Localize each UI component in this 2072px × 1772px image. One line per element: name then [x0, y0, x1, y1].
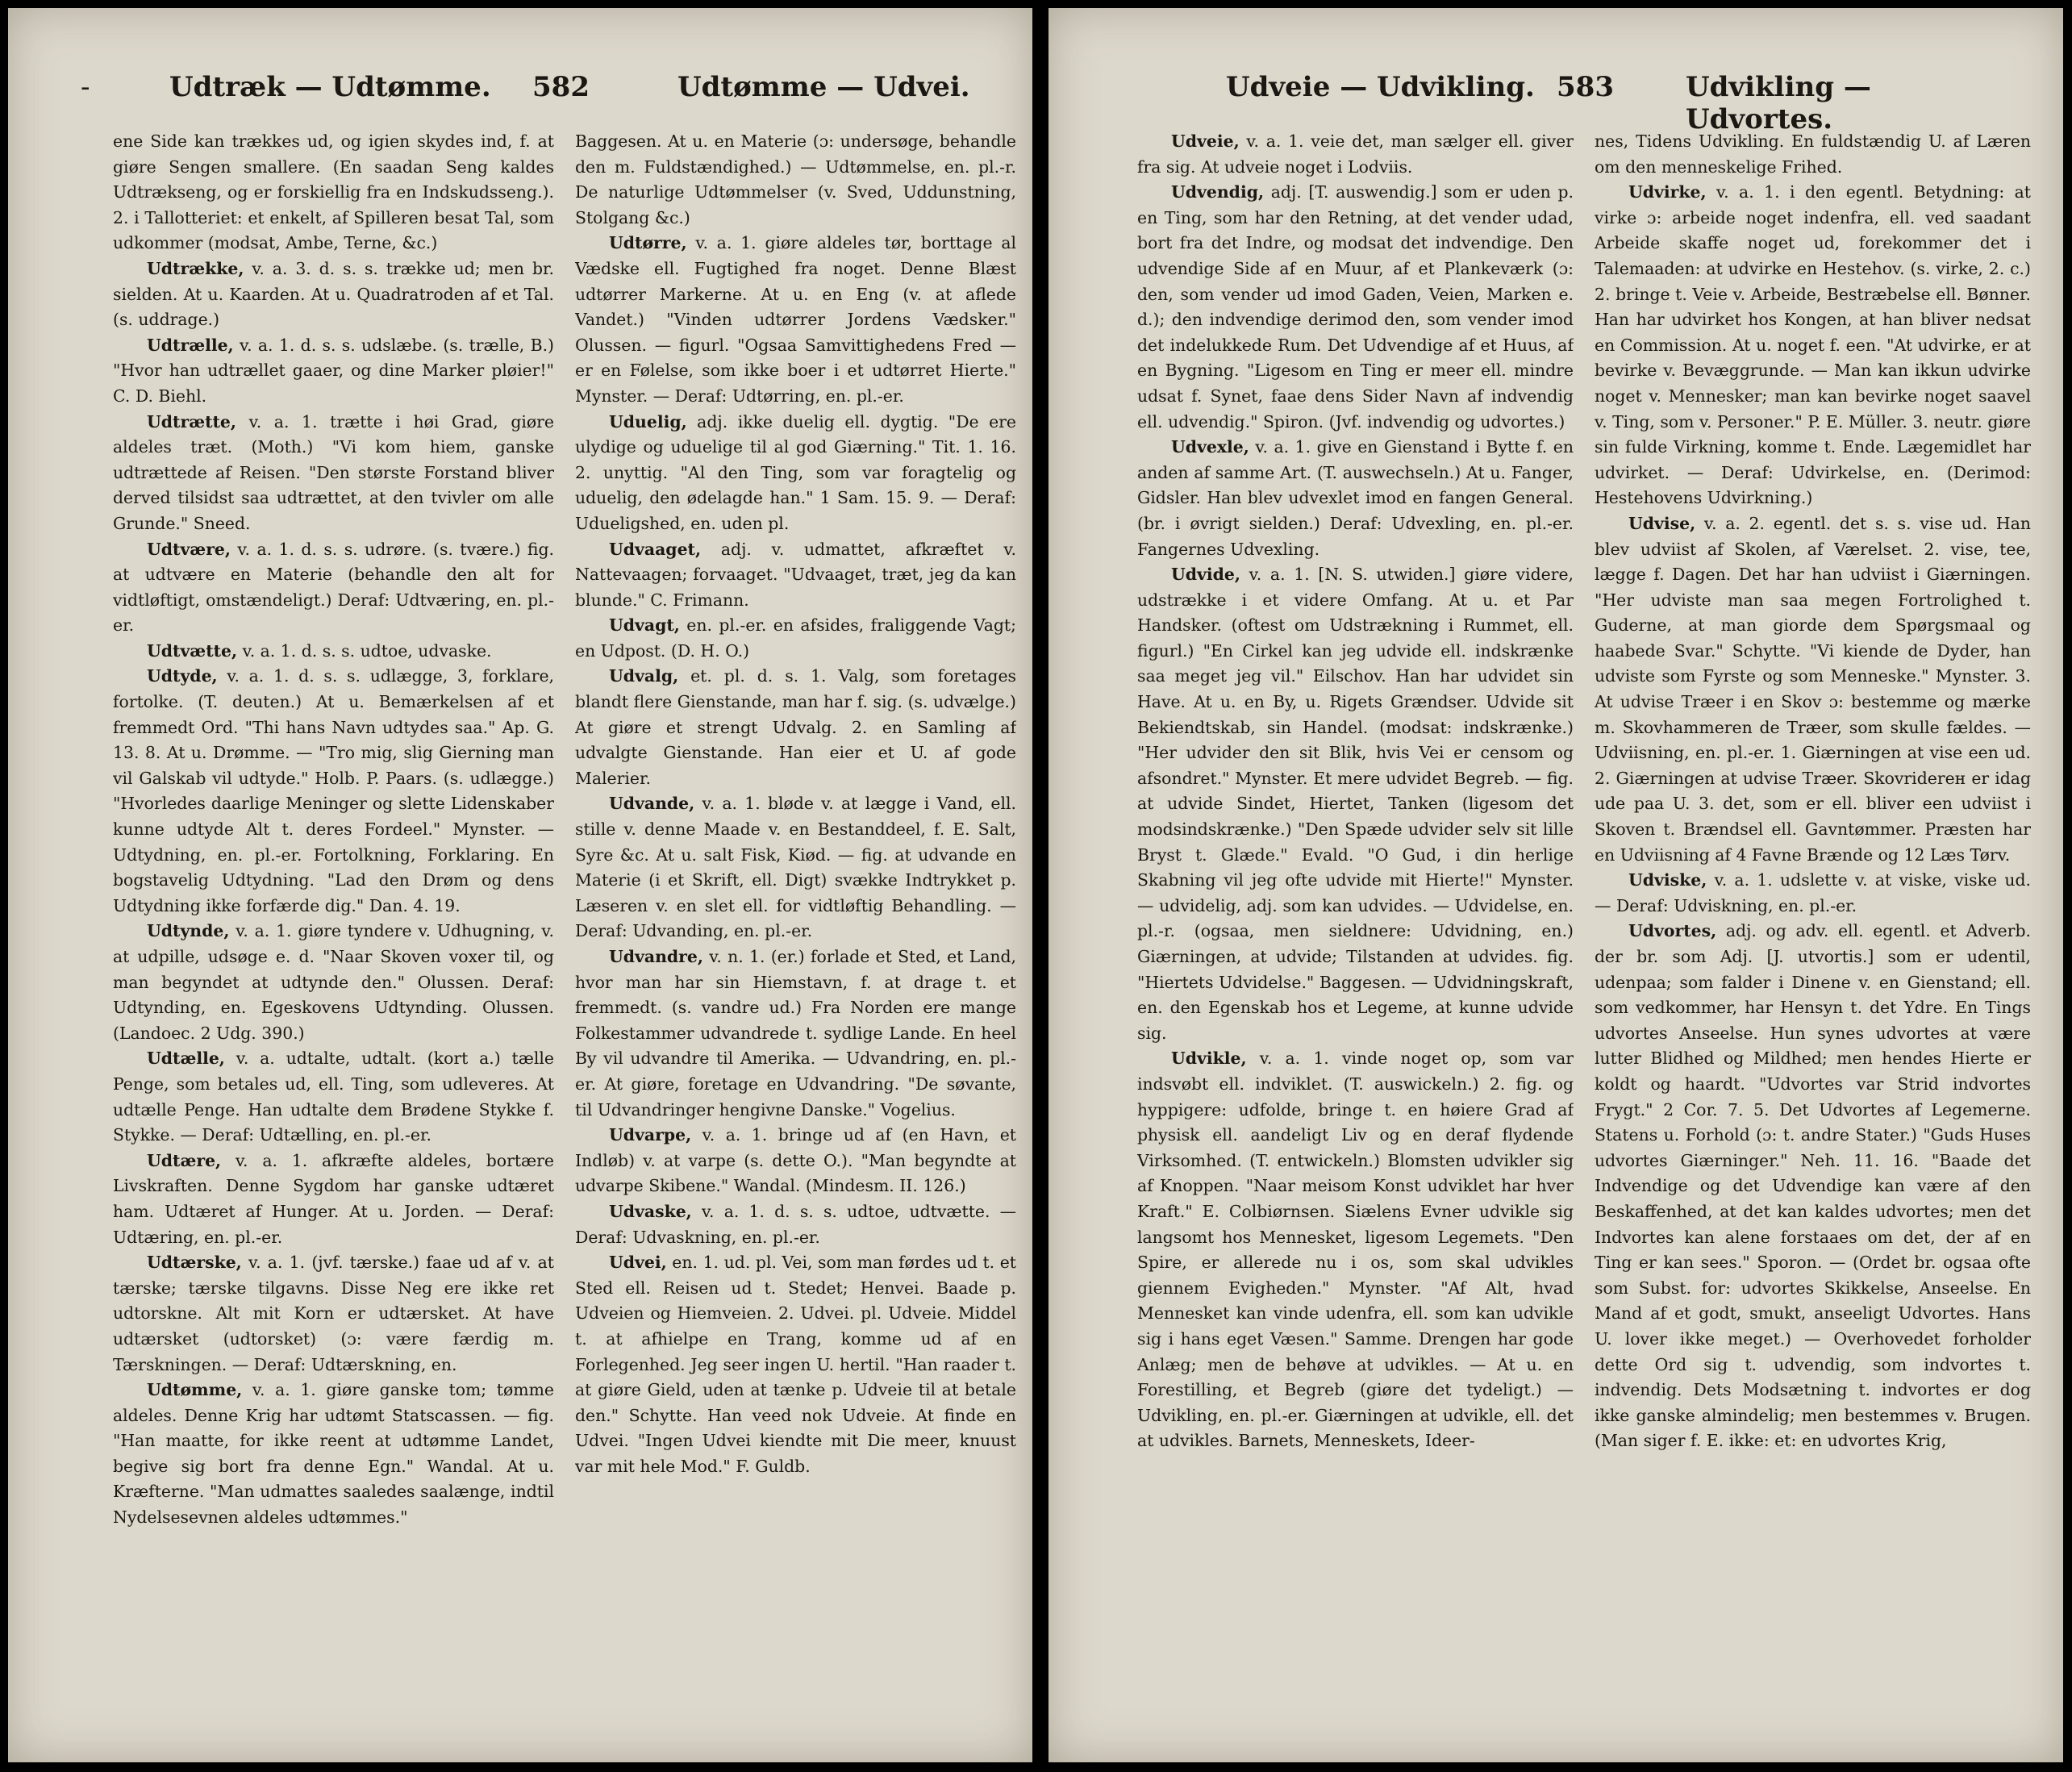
guide-word-left: Udtræk — Udtømme. [169, 71, 491, 103]
dictionary-entry [113, 410, 554, 537]
dictionary-entry [575, 1123, 1016, 1199]
dictionary-entry [1137, 1046, 1574, 1454]
entry-text: v. a. 1. vinde noget op, som var indsvøbt ell. indviklet. (T. auswickeln.) 2. fig. og hyppigere: udfolde, bringe t. en høiere Grad af physisk ell. aandeligt Liv og en deraf flydende Virksomhed. (T. entwickeln.) Blomsten udvikler sig af Knoppen. "Naar meisom Konst udviklet har hver Kraft." E. Colbiørnsen. Siælens Evner udvikle sig langsomt hos Mennesket, ligesom Legemets. "Den Spire, er allerede nu i os, som skal udvikles giennem Evigheden." Mynster. "Af Alt, hvad Mennesket kan vinde udenfra, ell. som kan udvikle sig i hans eget Væsen." Samme. Drengen har gode Anlæg; men de behøve at udvikles. — At u. en Forestilling, et Begreb (giøre det tydeligt.) — Udvikling, en. pl.-er. Giærningen at udvikle, ell. det at udvikles. Barnets, Menneskets, Ideer- [1137, 1049, 1574, 1451]
dictionary-entry [575, 664, 1016, 791]
entry-text: v. a. 2. egentl. det s. s. vise ud. Han blev udviist af Skolen, af Værelset. 2. vise, tee, lægge f. Dagen. Det har han udviist i Giærningen. "Her udviste man saa megen Fortrolighed t. Guderne, at man giorde dem Spørgsmaal og haabede Svar." Schytte. "Vi kiende de Dyder, han udviste som Fyrste og som Menneske." Mynster. 3. At udvise Træer i en Skov ɔ: bestemme og mærke m. Skovhammeren de Træer, som skulle fældes. — Udviisning, en. pl.-er. 1. Giærningen at vise een ud. 2. Giærningen at udvise Træer. Skovriderен er idag ude paa U. 3. det, som er ell. bliver een udviist i Skoven t. Brændsel ell. Gavntømmer. Præsten har en Udviisning af 4 Favne Brænde og 12 Læs Tørv. [1595, 513, 2031, 865]
page-number: 582 [532, 71, 590, 103]
entry-headword: Udvaaget, [609, 539, 702, 559]
entry-headword: Udvandre, [609, 947, 703, 966]
entry-text: v. a. 1. trætte i høi Grad, giøre aldeles træt. (Moth.) "Vi kom hiem, ganske udtrættede af Reisen. "Den største Forstand bliver derved tilsidst saa udtrættet, at den tvivler om alle Grunde." Sneed. [113, 411, 554, 533]
entry-headword: Udvexle, [1171, 437, 1249, 457]
entry-headword: Udtørre, [609, 233, 687, 253]
dictionary-entry [1595, 868, 2031, 919]
guide-word-right: Udtømme — Udvei. [677, 71, 970, 103]
entry-text: en. 1. ud. pl. Vei, som man førdes ud t. et Sted ell. Reisen ud t. Stedet; Henvei. Baade p. Udveien og Hiemveien. 2. Udvei. pl. Udveie. Middel t. at afhielpe en Trang, komme ud af en Forlegenhed. Jeg seer ingen U. hertil. "Han raader t. at giøre Gield, uden at tænke p. Udveie til at betale den." Schytte. Han veed nok Udveie. At finde en Udvei. "Ingen Udvei kiendte mit Die meer, knuust var mit hele Mod." F. Guldb. [575, 1253, 1016, 1476]
entry-text: v. a. 1. d. s. s. udlægge, 3, forklare, fortolke. (T. deuten.) At u. Bemærkelsen af et fremmedt Ord. "Thi hans Navn udtydes saa." Ap. G. 13. 8. At u. Drømme. — "Tro mig, slig Gierning man vil Galskab vil udtyde." Holb. P. Paars. (s. udlægge.) "Hvorledes daarlige Meninger og slette Lidenskaber kunne udtyde Alt t. deres Fordeel." Mynster. — Udtydning, en. pl.-er. Fortolkning, Forklaring. En bogstavelig Udtydning. "Lad den Drøm og dens Udtydning ikke forfærde dig." Dan. 4. 19. [113, 666, 554, 915]
entry-text: v. a. 1. d. s. s. udrøre. (s. tvære.) fig. at udtvære en Materie (behandle den alt for vidtløftigt, omstændeligt.) Deraf: Udtværing, en. pl.-er. [113, 539, 554, 636]
entry-text: v. a. 1. give en Gienstand i Bytte f. en anden af samme Art. (T. auswechseln.) At u. Fanger, Gidsler. Han blev udvexlet imod en fangen General. (br. i øvrigt sielden.) Deraf: Udvexling, en. pl.-er. Fangernes Udvexling. [1137, 437, 1574, 559]
entry-headword: Udtrælle, [147, 335, 234, 355]
entry-text: v. a. 1. giøre aldeles tør, borttage al Vædske ell. Fugtighed fra noget. Denne Blæst udtørrer Markerne. At u. en Eng (v. at aflede Vandet.) "Vinden udtørrer Jordens Vædsker." Olussen. — figurl. "Ogsaa Samvittighedens Fred — er en Følelse, som ikke boer i et udtørret Hierte." Mynster. — Deraf: Udtørring, en. pl.-er. [575, 233, 1016, 406]
text-columns [1137, 129, 2031, 1730]
entry-headword: Udtrætte, [147, 411, 236, 432]
running-header [65, 71, 1000, 119]
entry-text: v. a. 1. giøre ganske tom; tømme aldeles. Denne Krig har udtømt Statscassen. — fig. "Han maatte, for ikke reent at udtømme Landet, begive sig bort fra denne Egn." Wandal. At u. Kræfterne. "Man udmattes saaledes saalænge, indtil Nydelsesevnen aldeles udtømmes." [113, 1380, 554, 1528]
entry-text: adj. ikke duelig ell. dygtig. "De ere ulydige og uduelige til al god Giærning." Tit. 1. 16. 2. unyttig. "Al den Ting, som var foragtelig og uduelig, den ødelagde han." 1 Sam. 15. 9. — Deraf: Udueligshed, en. uden pl. [575, 411, 1016, 533]
dictionary-entry [1595, 180, 2031, 511]
entry-text: v. a. 1. i den egentl. Betydning: at virke ɔ: arbeide noget indenfra, ell. ved saadant Arbeide skaffe noget ud, forekommer det i Talemaaden: at udvirke en Hestehov. (s. virke, 2. c.) 2. bringe t. Veie v. Arbeide, Bestræbelse ell. Bønner. Han har udvirket hos Kongen, at han bliver nedsat en Commission. At u. noget f. een. "At udvirke, er at bevirke v. Bevæggrunde. — Man kan ikkun udvirke noget v. Mennesker; man kan bevirke noget saavel v. Ting, som v. Personer." P. E. Müller. 3. neutr. giøre sin fulde Virkning, komme t. Ende. Lægemidlet har udvirket. — Deraf: Udvirkelse, en. (Derimod: Hestehovens Udvirkning.) [1595, 182, 2031, 508]
column [113, 129, 554, 1730]
entry-text: v. a. 1. udslette v. at viske, viske ud. — Deraf: Udviskning, en. pl.-er. [1595, 870, 2031, 915]
entry-text: v. a. 1. [N. S. utwiden.] giøre videre, udstrække i et videre Omfang. At u. et Par Handsker. (oftest om Udstrækning i Rummet, ell. figurl.) "En Cirkel kan jeg udvide ell. indskrænke saa meget jeg vil." Eilschov. Han har udvidet sin Have. At u. en By, u. Rigets Grændser. Udvide sit Bekiendtskab, sin Handel. (modsat: indskrænke.) "Her udvider den sit Blik, hvis Vei er censom og afsondret." Mynster. Et mere udvidet Begreb. — fig. at udvide Sindet, Hiertet, Tanken (ligesom det modsindskrænke.) "Den Spæde udvider selv sit lille Bryst t. Glæde." Evald. "O Gud, i din herlige Skabning vil jeg ofte udvide mit Hierte!" Mynster. — udvidelig, adj. som kan udvides. — Udvidelse, en. pl.-r. (ogsaa, men sieldnere: Udvidning, en.) Giærningen, at udvide; Tilstanden at udvides. fig. "Hiertets Udvidelse." Baggesen. — Udvidningskraft, en. den Egenskab hos et Legeme, at kunne udvide sig. [1137, 565, 1574, 1043]
dictionary-entry [1137, 562, 1574, 1046]
dictionary-entry [1137, 129, 1574, 180]
entry-text: adj. v. udmattet, afkræftet v. Nattevaagen; forvaaget. "Udvaaget, træt, jeg da kan blunde." C. Frimann. [575, 539, 1016, 610]
entry-headword: Udtvætte, [147, 640, 238, 661]
entry-text: v. a. 1. (jvf. tærske.) faae ud af v. at tærske; tærske tilgavns. Disse Neg ere ikke ret udtorskne. Alt mit Korn er udtærsket. At have udtærsket (udtorsket) (ɔ: være færdig m. Tærskningen. — Deraf: Udtærskning, en. [113, 1253, 554, 1374]
dictionary-entry [113, 537, 554, 639]
page-left [8, 8, 1032, 1762]
header-mark: - [81, 71, 90, 103]
entry-headword: Udvide, [1171, 565, 1240, 585]
dictionary-entry [113, 1046, 554, 1148]
dictionary-entry [113, 1149, 554, 1250]
entry-headword: Udvarpe, [609, 1125, 692, 1145]
entry-text: v. a. udtalte, udtalt. (kort a.) tælle Penge, som betales ud, ell. Ting, som udleveres. At udtælle Penge. Han udtalte dem Brødene Stykke f. Stykke. — Deraf: Udtælling, en. pl.-er. [113, 1049, 554, 1145]
entry-text: adj. [T. auswendig.] som er uden p. en Ting, som har den Retning, at det vender udad, bort fra det Indre, og modsat det indvendige. Den udvendige Side af en Muur, af et Plankeværk (ɔ: den, som vender ud imod Gaden, Veien, Marken e. d.); den indvendige derimod den, som vender imod det indelukkede Rum. Det Udvendige af et Huus, af en Bygning. "Ligesom en Ting er meer ell. mindre udsat f. Synet, faae dens Sider Navn af indvendig ell. udvendig." Spiron. (Jvf. indvendig og udvortes.) [1137, 182, 1574, 432]
guide-word-left: Udveie — Udvikling. [1226, 71, 1535, 103]
dictionary-entry [575, 231, 1016, 409]
dictionary-entry [113, 664, 554, 919]
dictionary-entry [1595, 129, 2031, 180]
entry-headword: Udvaske, [609, 1201, 692, 1221]
page-right [1049, 8, 2063, 1762]
entry-headword: Udtvære, [147, 539, 231, 559]
dictionary-entry [113, 129, 554, 256]
entry-headword: Udvise, [1628, 513, 1696, 533]
running-header [1105, 71, 2015, 136]
page-number: 583 [1557, 71, 1614, 103]
entry-headword: Udvirke, [1628, 182, 1707, 202]
entry-text: v. n. 1. (er.) forlade et Sted, et Land, hvor man har sin Hiemstavn, f. at drage t. et fremmedt. (s. vandre ud.) Fra Norden ere mange Folkestammer udvandrede t. sydlige Lande. En heel By vil udvandre til Amerika. — Udvandring, en. pl.-er. At giøre, foretage en Udvandring. "De søvante, til Udvandringer hengivne Danske." Vogelius. [575, 947, 1016, 1119]
entry-text: nes, Tidens Udvikling. En fuldstændig U. af Læren om den menneskelige Frihed. [1595, 131, 2031, 177]
dictionary-entry [113, 1378, 554, 1531]
entry-text: ene Side kan trækkes ud, og igien skydes ind, f. at giøre Sengen smallere. (En saadan Seng kaldes Udtrækseng, og er forskiellig fra en Indskudsseng.). 2. i Tallotteriet: et enkelt, af Spilleren besat Tal, som udkommer (modsat, Ambe, Terne, &c.) [113, 131, 554, 253]
entry-headword: Udvalg, [609, 666, 679, 686]
entry-text: v. a. 1. bringe ud af (en Havn, et Indløb) v. at varpe (s. dette O.). "Man begyndte at udvarpe Skibene." Wandal. (Mindesm. II. 126.) [575, 1125, 1016, 1196]
entry-headword: Uduelig, [609, 411, 687, 432]
dictionary-entry [113, 639, 554, 665]
dictionary-entry [575, 944, 1016, 1123]
entry-text: v. a. 3. d. s. s. trække ud; men br. sielden. At u. Kaarden. At u. Quadratroden af et Tal. (s. uddrage.) [113, 258, 554, 330]
entry-headword: Udtrække, [147, 258, 244, 278]
entry-headword: Udvande, [609, 794, 695, 814]
entry-headword: Udtømme, [147, 1380, 243, 1400]
dictionary-entry [113, 256, 554, 333]
guide-word-right: Udvikling — Udvortes. [1686, 71, 1871, 136]
dictionary-entry [575, 791, 1016, 944]
text-columns [113, 129, 1016, 1730]
entry-headword: Udvikle, [1171, 1049, 1247, 1069]
entry-text: v. a. 1. d. s. s. udtoe, udtvætte. — Deraf: Udvaskning, en. pl.-er. [575, 1201, 1016, 1247]
column [1137, 129, 1574, 1730]
entry-headword: Udtære, [147, 1150, 222, 1170]
entry-headword: Udviske, [1628, 870, 1707, 890]
entry-headword: Udtyde, [147, 666, 218, 686]
entry-headword: Udtynde, [147, 921, 230, 941]
column [1595, 129, 2031, 1730]
dictionary-entry [1595, 511, 2031, 868]
entry-text: v. a. 1. bløde v. at lægge i Vand, ell. stille v. denne Maade v. en Bestanddeel, f. E. Salt, Syre &c. At u. salt Fisk, Kiød. — fig. at udvande en Materie (i et Skrift, ell. Digt) svække Indtrykket p. Læseren v. en slet ell. for vidtløftig Behandling. — Deraf: Udvanding, en. pl.-er. [575, 794, 1016, 941]
entry-headword: Udtærske, [147, 1253, 242, 1273]
entry-text: v. a. 1. afkræfte aldeles, bortære Livskraften. Denne Sygdom har ganske udtæret ham. Udtæret af Hunger. At u. Jorden. — Deraf: Udtæring, en. pl.-er. [113, 1150, 554, 1247]
dictionary-entry [575, 537, 1016, 614]
entry-headword: Udvendig, [1171, 182, 1265, 202]
entry-text: v. a. 1. veie det, man sælger ell. giver fra sig. At udveie noget i Lodviis. [1137, 131, 1574, 177]
entry-text: Baggesen. At u. en Materie (ɔ: undersøge, behandle den m. Fuldstændighed.) — Udtømmelse, en. pl.-r. De naturlige Udtømmelser (v. Sved, Uddunstning, Stolgang &c.) [575, 131, 1016, 227]
column [575, 129, 1016, 1730]
entry-text: adj. og adv. ell. egentl. et Adverb. der br. som Adj. [J. utvortis.] som er udentil, udenpaa; som falder i Dinene v. en Gienstand; ell. som vedkommer, har Hensyn t. det Ydre. En Tings udvortes Anseelse. Hun synes udvortes at være lutter Blidhed og Mildhed; men hendes Hierte er koldt og haardt. "Udvortes var Strid indvortes Frygt." 2 Cor. 7. 5. Det Udvortes af Legemerne. Statens u. Forhold (ɔ: t. andre Stater.) "Guds Huses udvortes Giærninger." Neh. 11. 16. "Baade det Indvendige og det Udvendige kan være af den Beskaffenhed, at det kan kaldes udvortes; men det Indvortes kan alene forstaaes om det, der af en Ting er kan sees." Sporon. — (Ordet br. ogsaa ofte som Subst. for: udvortes Skikkelse, Anseelse. En Mand af et godt, smukt, anseeligt Udvortes. Hans U. lover ikke meget.) — Overhovedet forholder dette Ord sig t. udvendig, som indvortes t. indvendig. Dets Modsætning t. indvortes er dog ikke ganske almindelig; men bestemmes v. Brugen. (Man siger f. E. ikke: et: en udvortes Krig, [1595, 921, 2031, 1451]
dictionary-entry [113, 919, 554, 1046]
dictionary-entry [575, 410, 1016, 537]
entry-text: v. a. 1. d. s. s. udslæbe. (s. trælle, B.) "Hvor han udtrællet gaaer, og dine Marker pløier!" C. D. Biehl. [113, 335, 554, 406]
dictionary-entry [575, 129, 1016, 231]
entry-text: v. a. 1. giøre tyndere v. Udhugning, v. at udpille, udsøge e. d. "Naar Skoven voxer til, og man begyndet at udtynde den." Olussen. Deraf: Udtynding, en. Egeskovens Udtynding. Olussen. (Landoec. 2 Udg. 390.) [113, 921, 554, 1043]
entry-headword: Udtælle, [147, 1049, 225, 1069]
dictionary-entry [575, 1250, 1016, 1479]
entry-headword: Udvortes, [1628, 921, 1717, 941]
entry-headword: Udvagt, [609, 615, 680, 636]
dictionary-entry [113, 1250, 554, 1378]
dictionary-entry [1137, 435, 1574, 562]
entry-headword: Udveie, [1171, 131, 1240, 151]
dictionary-entry [575, 613, 1016, 664]
entry-headword: Udvei, [609, 1253, 667, 1273]
dictionary-entry [1595, 919, 2031, 1453]
entry-text: v. a. 1. d. s. s. udtoe, udvaske. [237, 640, 492, 661]
entry-text: et. pl. d. s. 1. Valg, som foretages blandt flere Gienstande, man har f. sig. (s. udvælge.) At giøre et strengt Udvalg. 2. en Samling af udvalgte Gienstande. Han eier et U. af gode Malerier. [575, 666, 1016, 788]
dictionary-entry [113, 333, 554, 410]
dictionary-entry [1137, 180, 1574, 435]
dictionary-entry [575, 1199, 1016, 1250]
entry-text: en. pl.-er. en afsides, fraliggende Vagt; en Udpost. (D. H. O.) [575, 615, 1016, 661]
